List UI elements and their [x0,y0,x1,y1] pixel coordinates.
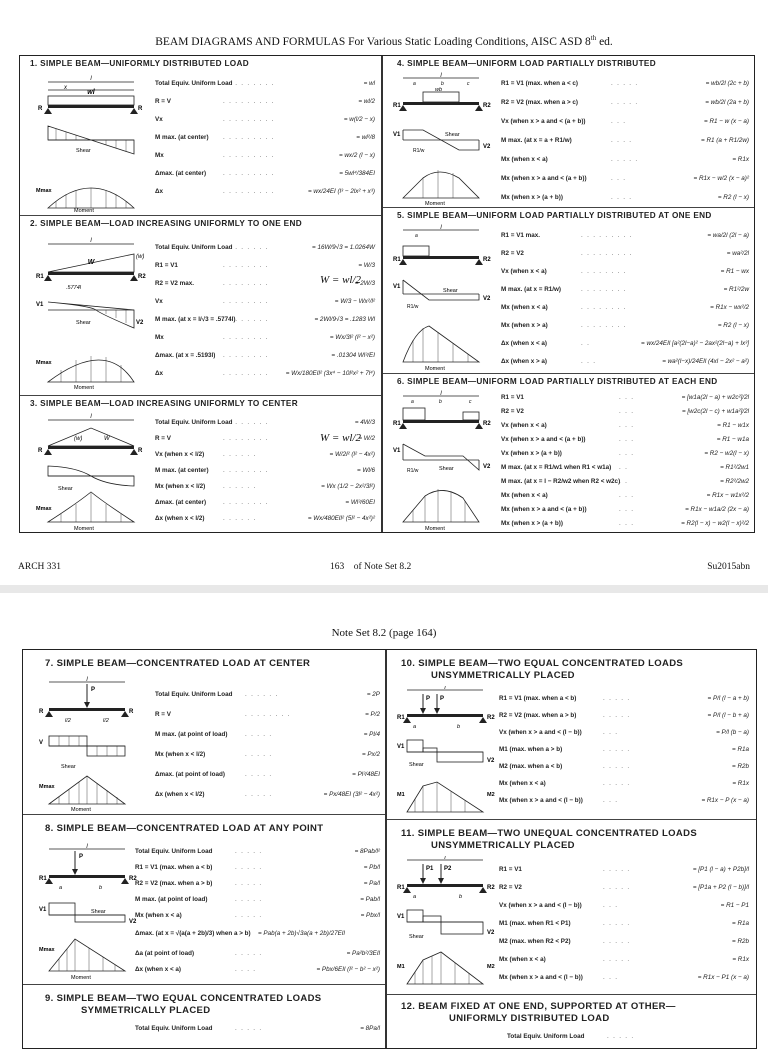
v1-label: V1 [393,284,401,290]
beam-diagram-svg [393,388,493,532]
formula-row: Total Equiv. Uniform Load . . . . . . . . . = wl [155,79,375,87]
reaction-left: R1 [393,103,401,109]
v1-label: V1 [397,914,405,920]
formula-row: M max. (at x = R1/w) . . . . . . . . = R1²/2w [501,285,749,293]
half-right: l/2 [103,718,109,724]
c-label: c [467,81,470,87]
case-1-panel [20,56,381,216]
footer-center: 163 of Note Set 8.2 [330,562,412,572]
beam-table-page-164 [22,649,757,1049]
span-label: l [444,856,446,861]
formula-row: M max. (at point of load) . . . . . = Pl/4 [155,730,380,738]
a-label: a [415,233,418,239]
formula-row: R2 = V2 max. . . . . . . . . = 2W/3 [155,279,375,287]
v2-label: V2 [487,758,495,764]
formula-row: Δa (at point of load) . . . . . = Pa²b²/3EIl [135,949,380,957]
a-label: a [413,724,417,730]
a-label: a [59,885,63,891]
mmax-label: Mmax [39,784,55,790]
load-intensity: (w) [74,436,83,442]
formula-row: Total Equiv. Uniform Load . . . . . = 8Pa/l [135,1024,380,1032]
formula-row: Mx (when x < l/2) . . . . . = Px/2 [155,750,380,758]
case-title: 11. SIMPLE BEAM—TWO UNEQUAL CONCENTRATED LOADS [401,828,698,839]
formula-row: M max. (at center) . . . . . . . . = Wl/6 [155,466,375,474]
case-6-panel [383,374,754,534]
case-title: 5. SIMPLE BEAM—UNIFORM LOAD PARTIALLY DISTRIBUTED AT ONE END [397,211,712,220]
shear-label: Shear [76,148,91,154]
reaction-right: R [129,709,134,715]
span-label: l [86,677,88,683]
formula-row: Mx (when x < a) . . . . . = R1x [499,780,749,787]
formula-row: Mx (when x > (a + b)) . . . . = R2 (l − x) [501,194,749,201]
v2-label: V2 [129,919,137,925]
shear-label: Shear [439,466,454,472]
case-title: 8. SIMPLE BEAM—CONCENTRATED LOAD AT ANY POINT [45,823,324,834]
moment-label: Moment [74,208,94,212]
page-header: BEAM DIAGRAMS AND FORMULAS For Various Static Loading Conditions, AISC ASD 8th ed. [155,34,613,48]
beam-diagram [393,388,493,532]
beam-diagram-svg [393,222,493,372]
formula-row: Vx (when x > (a + b)) . . . = R2 − w2(l − x) [501,449,749,457]
formula-row: Δx (when x > a) . . . = wa²(l−x)/24EIl (4xl − 2x² − a²) [501,357,749,365]
beam-diagram [39,843,139,981]
a-label: a [413,81,416,87]
formula-row: Δx (when x < a) . . . . = Pbx/6EIl (l² − b² − x²) [135,965,380,973]
moment-label: Moment [425,201,445,206]
case-10-panel [387,650,756,820]
shear-label: Shear [61,764,76,770]
b-label: b [441,81,444,87]
v1-label: V1 [397,744,405,750]
span-label: l [440,225,442,231]
v1-label: V1 [39,907,47,913]
formula-row: Vx (when x < l/2) . . . . . . = W/2l² (l² − 4x²) [155,450,375,458]
formula-row: Vx (when x < a) . . . = R1 − w1x [501,421,749,429]
load-intensity: (w) [136,254,145,260]
span-label: l [90,76,92,82]
beam-diagram [397,856,497,992]
beam-diagram-svg [393,70,493,206]
case-title: 2. SIMPLE BEAM—LOAD INCREASING UNIFORMLY TO ONE END [30,219,302,228]
formula-row: Vx (when x > a and < (a + b)) . . . = R1 − w1a [501,435,749,443]
formula-row: M max. (at x = a + R1/w) . . . . = R1 (a + R1/2w) [501,137,749,144]
moment-label: Moment [71,807,91,812]
moment-label: Moment [71,975,91,981]
formula-list [499,860,749,986]
case-4-panel [383,56,754,208]
reaction-right: R2 [487,885,495,891]
case-subtitle: UNSYMMETRICALLY PLACED [431,670,575,681]
formula-row: Δmax. (at center) . . . . . . . . . = 5wl⁴/384EI [155,169,375,177]
right-column [383,56,754,532]
page-164 [0,593,768,1040]
formula-row: Δmax. (at point of load) . . . . . = Pl³/48EI [155,770,380,778]
formula-row: Mx (when x < a) . . . . . . . . = R1x − wx²/2 [501,303,749,311]
reaction-left: R1 [397,885,405,891]
beam-diagram [36,70,146,212]
formula-row: Vx (when x < a) . . . . . . . . = R1 − wx [501,267,749,275]
moment-label: Moment [74,526,94,532]
formula-row: M max. (at x = l − R2/w2 when R2 < w2c) . . = R2²/2w2 [501,477,749,485]
v1-label: V1 [36,302,44,308]
case-12-panel [387,995,756,1050]
formula-row: Δx . . . . . . . . . = wx/24EI (l³ − 2lx² + x³) [155,187,375,195]
formula-row: R2 = V2 (max. when a > b) . . . . . = P/l (l − b + a) [499,712,749,719]
beam-diagram-svg [397,686,497,818]
formula-row: M1 (max. when R1 < P1) . . . . . = R1a [499,919,749,927]
beam-diagram [393,70,493,206]
formula-row: R2 = V2 . . . . . . . . . = wa²/2l [501,249,749,257]
formula-list [155,238,375,382]
formula-row: Vx . . . . . . . . . = w(l/2 − x) [155,115,375,123]
formula-row: Total Equiv. Uniform Load . . . . . . . . = 16W/9√3 = 1.0264W [155,243,375,251]
beam-diagram [397,686,497,818]
v2-label: V2 [483,464,491,470]
r1w-label: R1/w [407,304,419,310]
case-title: 1. SIMPLE BEAM—UNIFORMLY DISTRIBUTED LOAD [30,59,250,68]
load-label: P [91,687,96,693]
beam-diagram [36,232,148,392]
formula-row: Mx . . . . . . . . . = wx/2 (l − x) [155,151,375,159]
p2-label: P2 [444,866,452,872]
reaction-right: R [138,106,143,112]
formula-row: Mx (when x > a and < (a + b)) . . . = R1x − w/2 (x − a)² [501,175,749,182]
w-formula: W = wl/2 [320,432,362,444]
span-label: l [86,844,88,850]
formula-row: R2 = V2 (max. when a > c) . . . . . = wb/2l (2a + b) [501,99,749,106]
formula-row: Mx (when x > (a + b)) . . . = R2(l − x) − w2(l − x)²/2 [501,519,749,527]
v-label: V [39,740,44,746]
case-11-panel [387,820,756,995]
moment-label: Moment [74,385,94,391]
case-subtitle: SYMMETRICALLY PLACED [81,1005,211,1016]
shear-label: Shear [76,320,91,326]
moment-label: Moment [425,366,445,372]
formula-list [155,414,375,526]
formula-row: Δx (when x < a) . . = wx/24EIl [a²(2l−a)² − 2ax²(2l−a) + lx³] [501,339,749,347]
reaction-left: R1 [397,715,405,721]
footer-left: ARCH 331 [18,562,62,572]
formula-row: M2 (max. when R2 < P2) . . . . . = R2b [499,937,749,945]
formula-row: Vx (when x > a and < (l − b)) . . . = P/l (b − a) [499,729,749,736]
case-title: 7. SIMPLE BEAM—CONCENTRATED LOAD AT CENTER [45,658,311,669]
b-label: b [457,724,461,730]
formula-row: Total Equiv. Uniform Load . . . . . = 8Pab/l² [135,847,380,855]
formula-row: Vx (when x > a and < (a + b)) . . . = R1 − w (x − a) [501,118,749,125]
shear-label: Shear [58,486,73,492]
formula-row: Total Equiv. Uniform Load . . . . . [507,1032,635,1040]
reaction-left: R [38,106,43,112]
formula-row: R1 = V1 . . . = [w1a(2l − a) + w2c²]/2l [501,393,749,401]
m2-label: M2 [487,964,495,970]
beam-diagram [393,222,493,372]
w-formula: W = wl/2 [320,274,362,286]
reaction-left: R [38,448,43,454]
case-5-panel [383,208,754,374]
b-label: b [99,885,103,891]
beam-diagram-svg [36,70,146,212]
left-column [23,650,385,1048]
reaction-right: R2 [483,421,491,427]
formula-row: Mx (when x > a and < (a + b)) . . . = R1x − w1a/2 (2x − a) [501,505,749,513]
right-column [387,650,756,1048]
formula-row: Total Equiv. Uniform Load . . . . . . . . = 4W/3 [155,418,375,426]
case-title: 9. SIMPLE BEAM—TWO EQUAL CONCENTRATED LOADS [45,993,322,1004]
reaction-right: R2 [483,257,491,263]
case-title: 12. BEAM FIXED AT ONE END, SUPPORTED AT OTHER— [401,1001,676,1012]
beam-diagram [39,676,139,812]
load-label: wl [87,89,95,96]
formula-row: Mx (when x < a) . . . . . = Pbx/l [135,911,380,919]
formula-list [501,226,749,370]
formula-row: R2 = V2 . . . = [w2c(2l − c) + w1a²]/2l [501,407,749,415]
formula-row: R1 = V1 (max. when a < c) . . . . . = wb/2l (2c + b) [501,80,749,87]
formula-row: M1 (max. when a > b) . . . . . = R1a [499,746,749,753]
formula-row: R1 = V1 (max. when a < b) . . . . . = P/l (l − a + b) [499,695,749,702]
c-label: c [469,399,472,405]
beam-diagram-svg [39,843,139,981]
shear-label: Shear [409,934,424,940]
footer-right: Su2015abn [707,562,750,572]
case-9-panel [23,985,385,1050]
page-gap [0,585,768,593]
span-label: l [444,686,446,691]
shear-label: Shear [91,909,106,915]
formula-row: R = V . . . . . . . . = W/2 [155,434,375,442]
beam-diagram-svg [36,232,148,392]
reaction-right: R2 [138,274,146,280]
formula-row: Δx (when x < l/2) . . . . . . = Wx/480EIl² (5l² − 4x²)² [155,514,375,522]
reaction-left: R1 [36,274,44,280]
formula-row: Mx (when x < a) . . . . . = R1x [501,156,749,163]
formula-row: Mx (when x > a) . . . . . . . . = R2 (l − x) [501,321,749,329]
formula-row: Δx . . . . . . . . = Wx/180EIl² (3x⁴ − 10l²x² + 7l⁴) [155,369,375,377]
formula-row: Δmax. (at x = √(a(a + 2b)/3) when a > b) = Pab(a + 2b)√3a(a + 2b)/27EIl [135,930,345,937]
formula-row: R1 = V1 . . . . . . . . = W/3 [155,261,375,269]
reaction-right: R [138,448,143,454]
formula-row: M max. (at x = l/√3 = .5774l) . . . . . . . . = 2Wl/9√3 = .1283 Wl [155,315,375,323]
load-label: P [426,696,431,702]
mmax-label: Mmax [39,947,55,953]
span-label: l [440,73,442,79]
beam-diagram-svg [39,676,139,812]
formula-row: Vx . . . . . . . . = W/3 − Wx²/l² [155,297,375,305]
a-label: a [413,894,417,900]
reaction-right: R2 [483,103,491,109]
formula-list [501,390,749,530]
v2-label: V2 [483,144,491,150]
formula-list [507,1029,747,1043]
load-label: P [79,854,84,860]
m1-label: M1 [397,964,405,970]
beam-diagram [36,410,148,532]
formula-row: R1 = V1 . . . . . = [P1 (l − a) + P2b]/l [499,865,749,873]
formula-list [135,1021,380,1035]
formula-row: Vx (when x > a and < (l − b)) . . . = R1 − P1 [499,901,749,909]
formula-row: M max. (at x = R1/w1 when R1 < w1a) . . = R1²/2w1 [501,463,749,471]
shear-label: Shear [445,132,460,138]
formula-row: M2 (max. when a < b) . . . . . = R2b [499,763,749,770]
formula-list [499,690,749,809]
case-subtitle: UNIFORMLY DISTRIBUTED LOAD [449,1013,610,1024]
formula-row: Mx . . . . . . . . = Wx/3l² (l² − x²) [155,333,375,341]
v1-label: V1 [393,132,401,138]
formula-row: R1 = V1 (max. when a < b) . . . . . = Pb/l [135,863,380,871]
mmax-label: Mmax [36,506,52,512]
case-2-panel [20,216,381,396]
formula-row: Δmax. (at center) . . . . . . . . = Wl³/60EI [155,498,375,506]
v2-label: V2 [483,296,491,302]
m2-label: M2 [487,792,495,798]
case-7-panel [23,650,385,815]
dist-label: .5774l [66,285,81,291]
p1-label: P1 [426,866,434,872]
formula-row: M max. (at center) . . . . . . . . . = wl²/8 [155,133,375,141]
reaction-right: R2 [487,715,495,721]
formula-row: Mx (when x > a and < (l − b)) . . . = R1x − P (x − a) [499,797,749,804]
load-label: W [104,436,110,442]
beam-diagram-svg [36,410,148,532]
v1-label: V1 [393,448,401,454]
mmax-label: Mmax [36,188,52,194]
v2-label: V2 [487,930,495,936]
reaction-left: R [39,709,44,715]
shear-label: Shear [409,762,424,768]
case-title: 3. SIMPLE BEAM—LOAD INCREASING UNIFORMLY TO CENTER [30,399,298,408]
m1-label: M1 [397,792,405,798]
formula-list [501,74,749,207]
formula-list [135,843,380,977]
load-label: W [87,259,95,266]
formula-row: Mx (when x < l/2) . . . . . . = Wx (1/2 − 2x²/3l²) [155,482,375,490]
b-label: b [459,894,463,900]
formula-row: R2 = V2 (max. when a > b) . . . . . = Pa/l [135,879,380,887]
formula-list [155,74,375,200]
moment-label: Moment [425,526,445,532]
beam-table-page-163 [19,55,755,533]
x-label: x [64,85,67,91]
reaction-right: R2 [129,876,137,882]
reaction-left: R1 [393,257,401,263]
formula-row: R2 = V2 . . . . . = [P1a + P2 (l − b)]/l [499,883,749,891]
formula-row: Δx (when x < l/2) . . . . . = Px/48EI (3l² − 4x²) [155,790,380,798]
beam-diagram-svg [397,856,497,992]
span-label: l [90,414,92,420]
b-label: b [439,399,442,405]
formula-row: Total Equiv. Uniform Load . . . . . . = 2P [155,690,380,698]
v2-label: V2 [136,320,144,326]
r1w-label: R1/w [413,148,425,154]
formula-row: Mx (when x < a) . . . = R1x − w1x²/2 [501,491,749,499]
left-column [20,56,381,532]
span-label: l [440,391,442,397]
a-label: a [411,399,414,405]
half-left: l/2 [65,718,71,724]
span-label: l [90,238,92,244]
case-8-panel [23,815,385,985]
page-header: Note Set 8.2 (page 164) [331,627,437,639]
formula-row: M max. (at point of load) . . . . . = Pab/l [135,895,380,903]
case-title: 10. SIMPLE BEAM—TWO EQUAL CONCENTRATED LOADS [401,658,684,669]
case-title: 4. SIMPLE BEAM—UNIFORM LOAD PARTIALLY DISTRIBUTED [397,59,656,68]
formula-row: R = V . . . . . . . . . = wl/2 [155,97,375,105]
formula-row: Δmax. (at x = .5193l) . . . . . . . . = .01304 Wl³/EI [155,351,375,359]
case-title: 6. SIMPLE BEAM—UNIFORM LOAD PARTIALLY DISTRIBUTED AT EACH END [397,377,718,386]
formula-row: Mx (when x > a and < (l − b)) . . . = R1x − P1 (x − a) [499,973,749,981]
formula-row: R1 = V1 max. . . . . . . . . . = wa/2l (2l − a) [501,231,749,239]
reaction-left: R1 [39,876,47,882]
reaction-left: R1 [393,421,401,427]
case-subtitle: UNSYMMETRICALLY PLACED [431,840,575,851]
shear-label: Shear [443,288,458,294]
r1w-label: R1/w [407,468,419,474]
load-label: wb [435,87,443,93]
case-3-panel [20,396,381,534]
formula-row: Mx (when x < a) . . . . . = R1x [499,955,749,963]
load-label-2: P [440,696,445,702]
mmax-label: Mmax [36,360,52,366]
formula-list [155,684,380,804]
formula-row: R = V . . . . . . . . = P/2 [155,710,380,718]
